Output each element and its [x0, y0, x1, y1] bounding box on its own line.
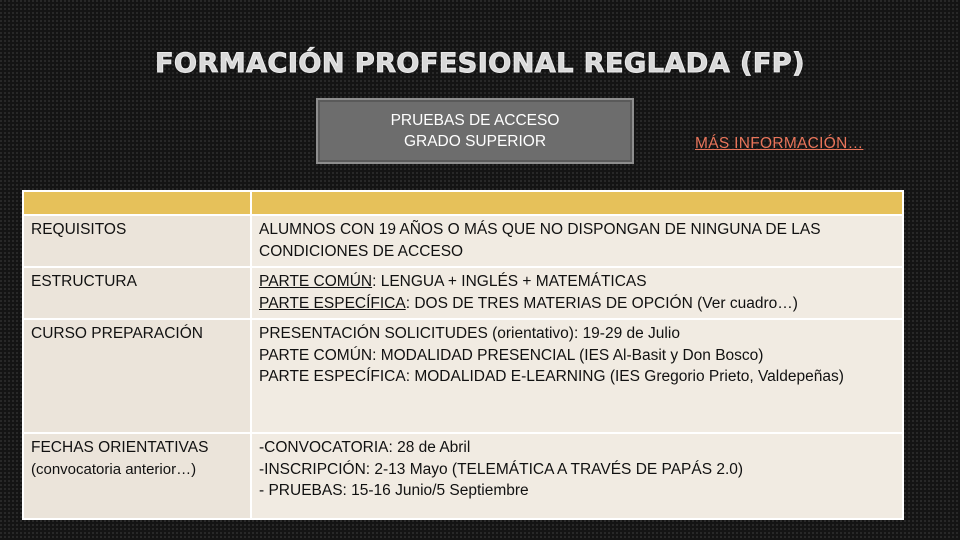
row-content: [251, 267, 903, 319]
info-table: [22, 190, 904, 520]
page-title: FORMACIÓN PROFESIONAL REGLADA (FP): [155, 48, 805, 79]
fechas-sublabel: (convocatoria anterior…): [31, 460, 197, 478]
curso-line: PARTE COMÚN: MODALIDAD PRESENCIAL (IES Al-Basit y Don Bosco): [259, 346, 764, 364]
table-row-requisitos: [23, 215, 903, 267]
row-label: CURSO PREPARACIÓN: [23, 319, 251, 433]
estructura-line1-text: : LENGUA + INGLÉS + MATEMÁTICAS: [372, 273, 647, 290]
row-content: ALUMNOS CON 19 AÑOS O MÁS QUE NO DISPONGAN DE NINGUNA DE LAS CONDICIONES DE ACCESO: [251, 215, 903, 267]
parte-especifica-link[interactable]: PARTE ESPECÍFICA: [259, 294, 406, 312]
fechas-line: -CONVOCATORIA: 28 de Abril: [259, 439, 471, 456]
more-info-link[interactable]: MÁS INFORMACIÓN…: [695, 135, 864, 152]
table-row-curso: [23, 319, 903, 433]
curso-line: PARTE ESPECÍFICA: MODALIDAD E-LEARNING (IES Gregorio Prieto, Valdepeñas): [259, 368, 844, 385]
row-content: [251, 319, 903, 433]
access-box-line1: PRUEBAS DE ACCESO: [390, 112, 560, 129]
fechas-line: - PRUEBAS: 15-16 Junio/5 Septiembre: [259, 482, 529, 499]
access-box-line2: GRADO SUPERIOR: [403, 133, 547, 150]
estructura-line2-text: : DOS DE TRES MATERIAS DE OPCIÓN (Ver cuadro…): [405, 294, 798, 312]
curso-line: PRESENTACIÓN SOLICITUDES (orientativo): 19-29 de Julio: [259, 325, 680, 342]
table-header-row: [23, 191, 903, 215]
row-label: REQUISITOS: [23, 215, 251, 267]
access-tests-box: [316, 98, 634, 164]
row-label: [23, 433, 251, 519]
row-label: ESTRUCTURA: [23, 267, 251, 319]
fechas-label: FECHAS ORIENTATIVAS: [31, 439, 209, 456]
header-cell: [251, 191, 903, 215]
table-row-fechas: [23, 433, 903, 519]
table-row-estructura: [23, 267, 903, 319]
row-content: [251, 433, 903, 519]
fechas-line: -INSCRIPCIÓN: 2-13 Mayo (TELEMÁTICA A TRAVÉS DE PAPÁS 2.0): [259, 460, 744, 478]
header-cell: [23, 191, 251, 215]
parte-comun-link[interactable]: PARTE COMÚN: [259, 273, 373, 290]
